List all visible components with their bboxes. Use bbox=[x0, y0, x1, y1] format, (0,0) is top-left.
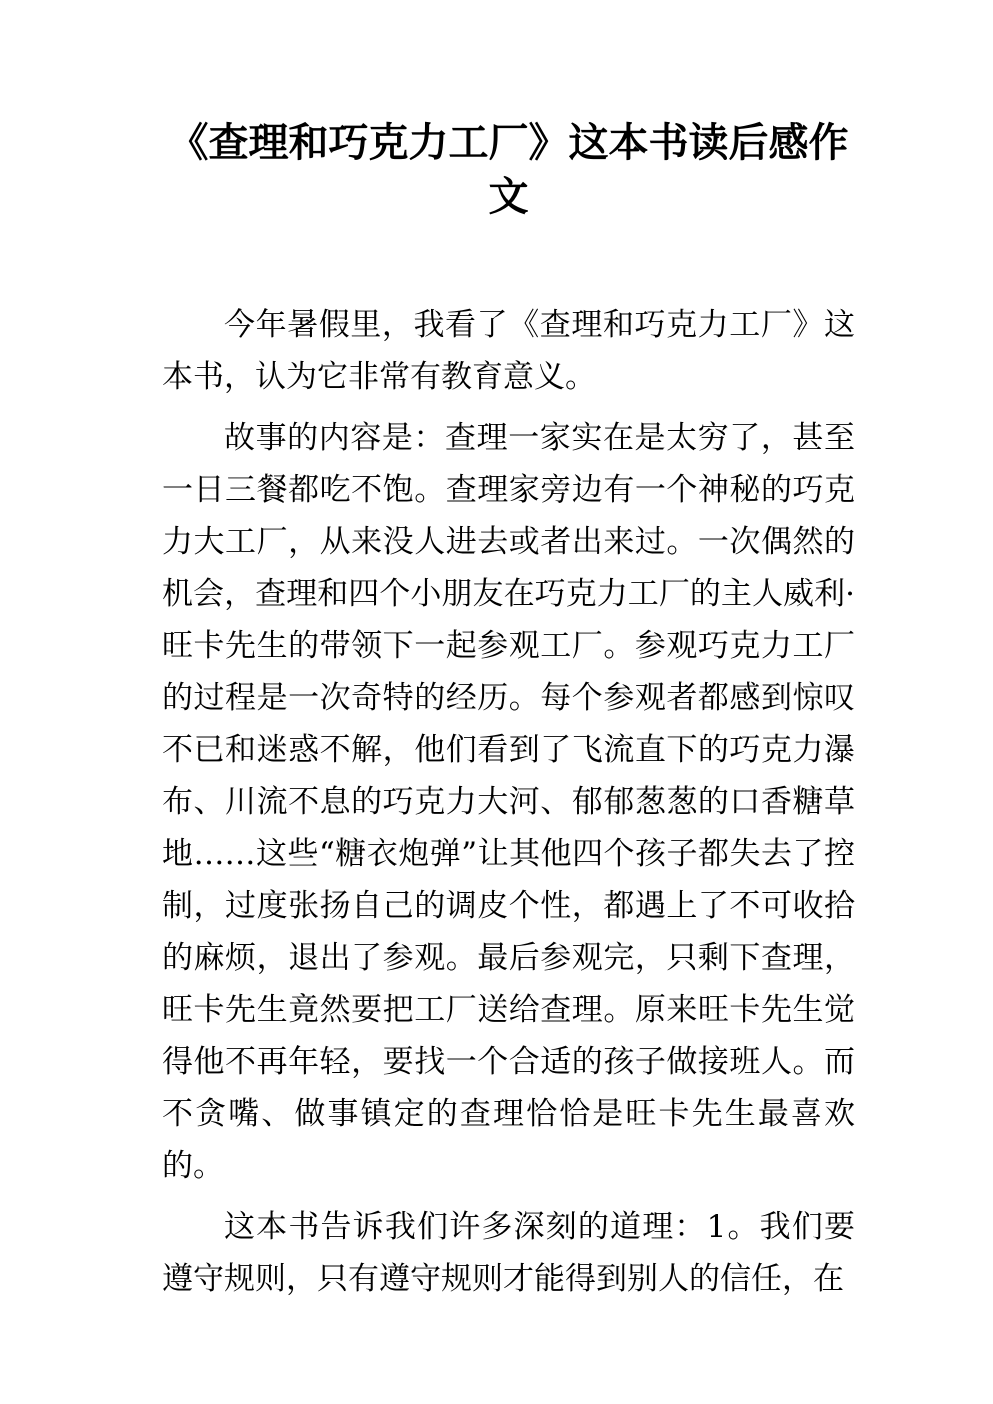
document-body bbox=[162, 299, 855, 1305]
paragraph-story-summary: 故事的内容是：查理一家实在是太穷了，甚至一日三餐都吃不饱。查理家旁边有一个神秘的巧克力大工厂，从来没人进去或者出来过。一次偶然的机会，查理和四个小朋友在巧克力工厂的主人威利·旺卡先生的带领下一起参观工厂。参观巧克力工厂的过程是一次奇特的经历。每个参观者都感到惊叹不已和迷惑不解，他们看到了飞流直下的巧克力瀑布、川流不息的巧克力大河、郁郁葱葱的口香糖草地……这些“糖衣炮弹”让其他四个孩子都失去了控制，过度张扬自己的调皮个性，都遇上了不可收拾的麻烦，退出了参观。最后参观完，只剩下查理，旺卡先生竟然要把工厂送给查理。原来旺卡先生觉得他不再年轻，要找一个合适的孩子做接班人。而不贪嘴、做事镇定的查理恰恰是旺卡先生最喜欢的。 bbox=[162, 420, 855, 1184]
document-title: 《查理和巧克力工厂》这本书读后感作文 bbox=[168, 120, 849, 220]
paragraph-lessons: 这本书告诉我们许多深刻的道理：1。我们要遵守规则，只有遵守规则才能得到别人的信任，在 bbox=[162, 1209, 855, 1297]
paragraph-intro: 今年暑假里，我看了《查理和巧克力工厂》这本书，认为它非常有教育意义。 bbox=[162, 307, 855, 395]
